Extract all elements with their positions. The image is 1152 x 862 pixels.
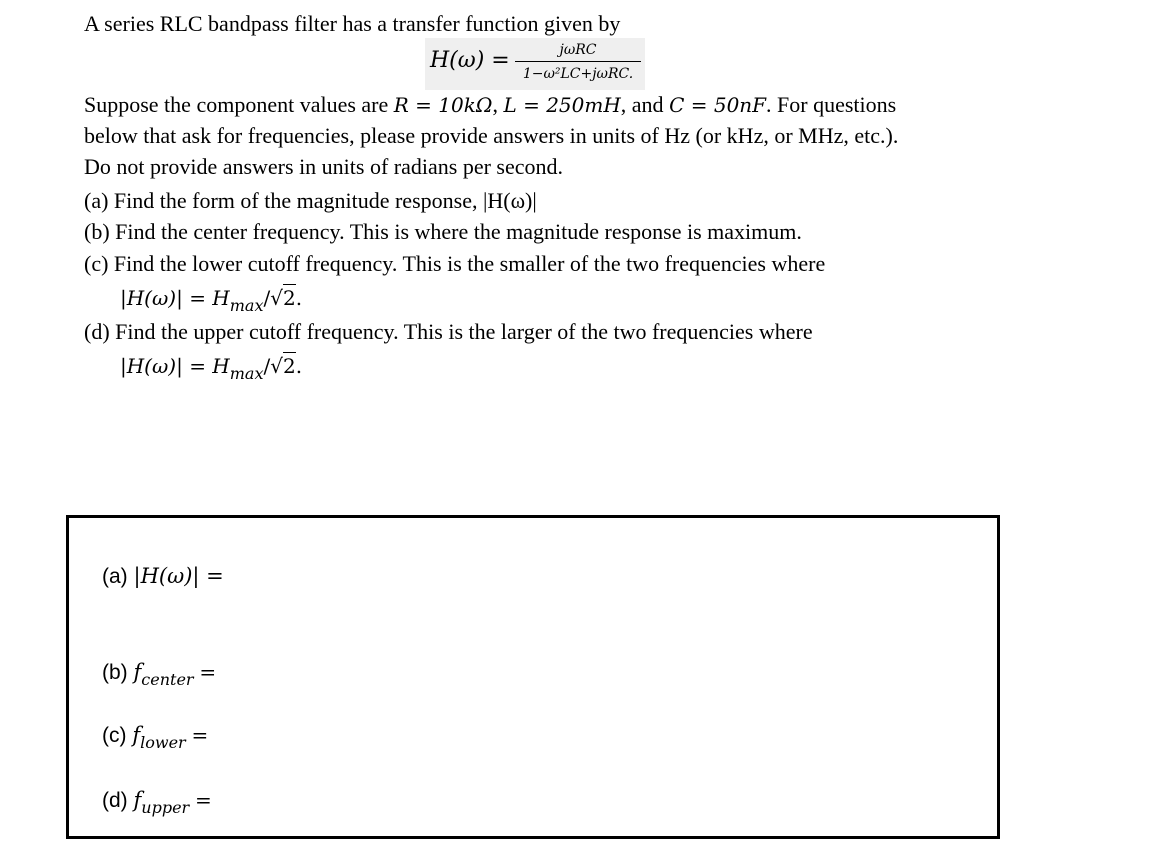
answer-b[interactable]: (b) $f_{center}$ = xyxy=(102,660,217,689)
intro-text: A series RLC bandpass filter has a transfer function given by xyxy=(84,11,621,36)
question-d: (d) Find the upper cutoff frequency. This is the larger of the two frequencies where xyxy=(84,319,813,344)
question-d-formula: $|H(\omega)| = H_{max}/√2$. xyxy=(120,354,303,383)
question-c-formula: $|H(\omega)| = H_{max}/√2$. xyxy=(120,286,303,315)
r-value: R = 10kΩ xyxy=(393,93,493,117)
fraction-bar xyxy=(515,61,641,62)
l-value: L = 250mH xyxy=(503,93,621,117)
instructions-line-2: below that ask for frequencies, please provide answers in units of Hz (or kHz, or MHz, etc.). xyxy=(84,123,899,148)
transfer-function-equation xyxy=(425,38,645,90)
answer-d[interactable]: (d) $f_{upper}$ = xyxy=(102,788,212,817)
component-values-line: Suppose the component values are R = 10kΩ, L = 250mH, and C = 50nF. For questions xyxy=(84,92,897,117)
equation-numerator: jωRC xyxy=(559,42,597,58)
equation-fraction xyxy=(513,40,643,84)
question-c: (c) Find the lower cutoff frequency. This is the smaller of the two frequencies where xyxy=(84,251,826,276)
question-a: (a) Find the form of the magnitude response, |H(ω)| xyxy=(84,188,537,213)
answer-c[interactable]: (c) $f_{lower}$ = xyxy=(102,723,209,752)
question-b: (b) Find the center frequency. This is where the magnitude response is maximum. xyxy=(84,219,802,244)
c-value: C = 50nF xyxy=(669,93,767,117)
equation-denominator: 1−ω²LC+jωRC. xyxy=(522,66,634,82)
instructions-line-3: Do not provide answers in units of radians per second. xyxy=(84,154,564,179)
answer-a[interactable]: (a) |H(ω)| = xyxy=(102,564,224,588)
equation-lhs: H(ω) = xyxy=(430,48,510,73)
answer-box xyxy=(66,515,1000,839)
